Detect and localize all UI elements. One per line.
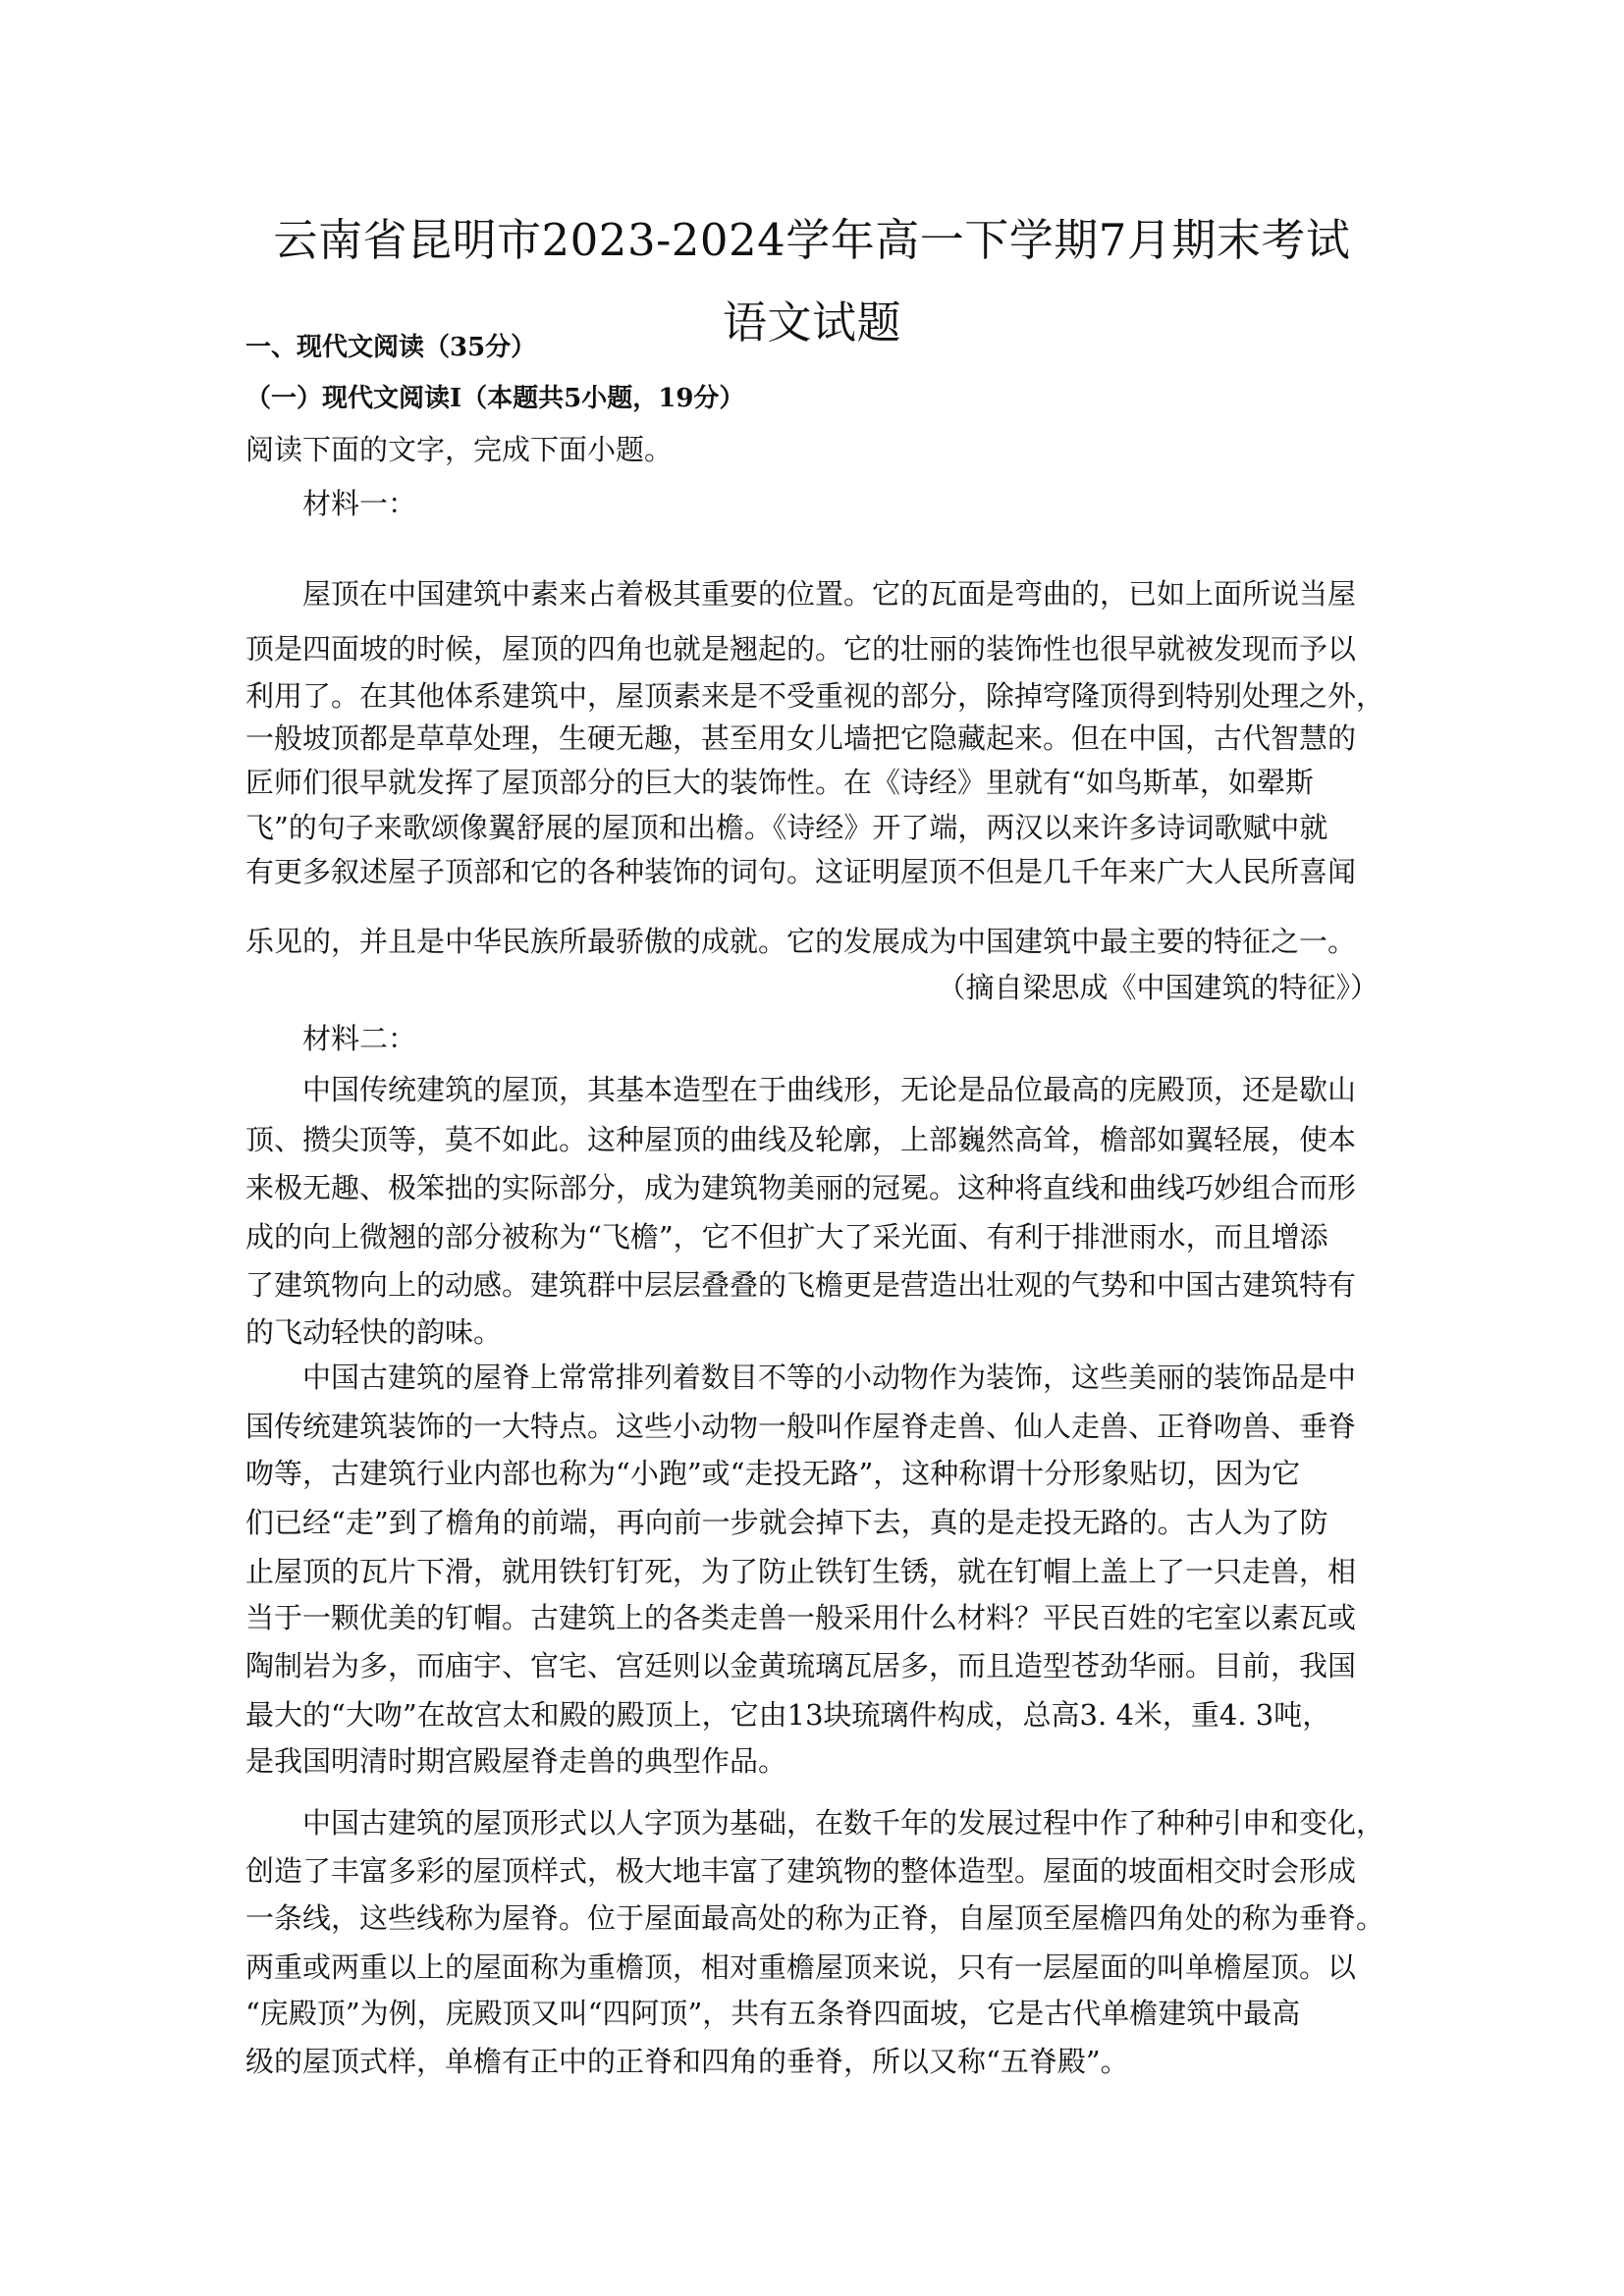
passage-line: 屋顶在中国建筑中素来占着极其重要的位置。它的瓦面是弯曲的，已如上面所说当屋 [302,577,1357,611]
passage-line: 顶是四面坡的时候，屋顶的四角也就是翘起的。它的壮丽的装饰性也很早就被发现而予以 [245,632,1357,666]
passage-line: 匠师们很早就发挥了屋顶部分的巨大的装饰性。在《诗经》里就有“如鸟斯革，如翚斯 [245,766,1314,799]
passage-line: 吻等，古建筑行业内部也称为“小跑”或“走投无路”，这种称谓十分形象贴切，因为它 [245,1457,1301,1490]
passage-line: 的飞动轻快的韵味。 [245,1315,503,1349]
passage-line: 顶、攒尖顶等，莫不如此。这种屋顶的曲线及轮廓，上部巍然高耸，檐部如翼轻展，使本 [245,1123,1357,1156]
passage-line: 陶制岩为多，而庙宇、官宅、宫廷则以金黄琉璃瓦居多，而且造型苍劲华丽。目前，我国 [245,1649,1357,1682]
passage-line: 当于一颗优美的钉帽。古建筑上的各类走兽一般采用什么材料？平民百姓的宅室以素瓦或 [245,1601,1357,1634]
exam-title: 云南省昆明市2023-2024学年高一下学期7月期末考试 [273,214,1351,266]
passage-line: 一般坡顶都是草草处理，生硬无趣，甚至用女儿墙把它隐藏起来。但在中国，古代智慧的 [245,721,1357,755]
material2-label: 材料二： [302,1022,417,1055]
passage-line: 乐见的，并且是中华民族所最骄傲的成就。它的发展成为中国建筑中最主要的特征之一。 [245,925,1357,958]
subsection-heading: （一）现代文阅读Ⅰ（本题共5小题，19分） [245,384,745,413]
passage-line: “庑殿顶”为例，庑殿顶又叫“四阿顶”，共有五条脊四面坡，它是古代单檐建筑中最高 [245,1997,1301,2030]
section-heading: 一、现代文阅读（35分） [245,333,537,362]
material1-label: 材料一： [302,487,417,520]
passage-line: 来极无趣、极笨拙的实际部分，成为建筑物美丽的冠冕。这种将直线和曲线巧妙组合而形 [245,1171,1357,1204]
passage-line: 飞”的句子来歌颂像翼舒展的屋顶和出檐。《诗经》开了端，两汉以来许多诗词歌赋中就 [245,811,1328,844]
passage-line: 们已经“走”到了檐角的前端，再向前一步就会掉下去，真的是走投无路的。古人为了防 [245,1506,1328,1539]
instruction-text: 阅读下面的文字，完成下面小题。 [245,433,674,466]
passage-line: 成的向上微翘的部分被称为“飞檐”，它不但扩大了采光面、有利于排泄雨水，而且增添 [245,1220,1328,1254]
passage-line: 利用了。在其他体系建筑中，屋顶素来是不受重视的部分，除掉穹隆顶得到特别处理之外， [245,679,1385,713]
passage-line: 级的屋顶式样，单檐有正中的正脊和四角的垂脊，所以又称“五脊殿”。 [245,2045,1129,2078]
passage-line: 有更多叙述屋子顶部和它的各种装饰的词句。这证明屋顶不但是几千年来广大人民所喜闻 [245,855,1357,888]
passage-line: 止屋顶的瓦片下滑，就用铁钉钉死，为了防止铁钉生锈，就在钉帽上盖上了一只走兽，相 [245,1555,1357,1588]
passage-line: 创造了丰富多彩的屋顶样式，极大地丰富了建筑物的整体造型。屋面的坡面相交时会形成 [245,1854,1357,1888]
passage-line: 中国古建筑的屋顶形式以人字顶为基础，在数千年的发展过程中作了种种引申和变化， [302,1806,1385,1840]
passage-line: 国传统建筑装饰的一大特点。这些小动物一般叫作屋脊走兽、仙人走兽、正脊吻兽、垂脊 [245,1410,1357,1443]
passage-line: 中国古建筑的屋脊上常常排列着数目不等的小动物作为装饰，这些美丽的装饰品是中 [302,1361,1357,1394]
material1-source: （摘自梁思成《中国建筑的特征》） [937,971,1379,1004]
passage-line: 最大的“大吻”在故宫太和殿的殿顶上，它由13块琉璃件构成，总高3. 4米，重4. 3吨， [245,1698,1331,1732]
passage-line: 一条线，这些线称为屋脊。位于屋面最高处的称为正脊，自屋顶至屋檐四角处的称为垂脊。 [245,1901,1385,1935]
passage-line: 两重或两重以上的屋面称为重檐顶，相对重檐屋顶来说，只有一层屋面的叫单檐屋顶。以 [245,1950,1357,1984]
passage-line: 是我国明清时期宫殿屋脊走兽的典型作品。 [245,1744,787,1778]
passage-line: 中国传统建筑的屋顶，其基本造型在于曲线形，无论是品位最高的庑殿顶，还是歇山 [302,1073,1357,1106]
exam-subject-title: 语文试题 [722,296,901,348]
passage-line: 了建筑物向上的动感。建筑群中层层叠叠的飞檐更是营造出壮观的气势和中国古建筑特有 [245,1268,1357,1302]
